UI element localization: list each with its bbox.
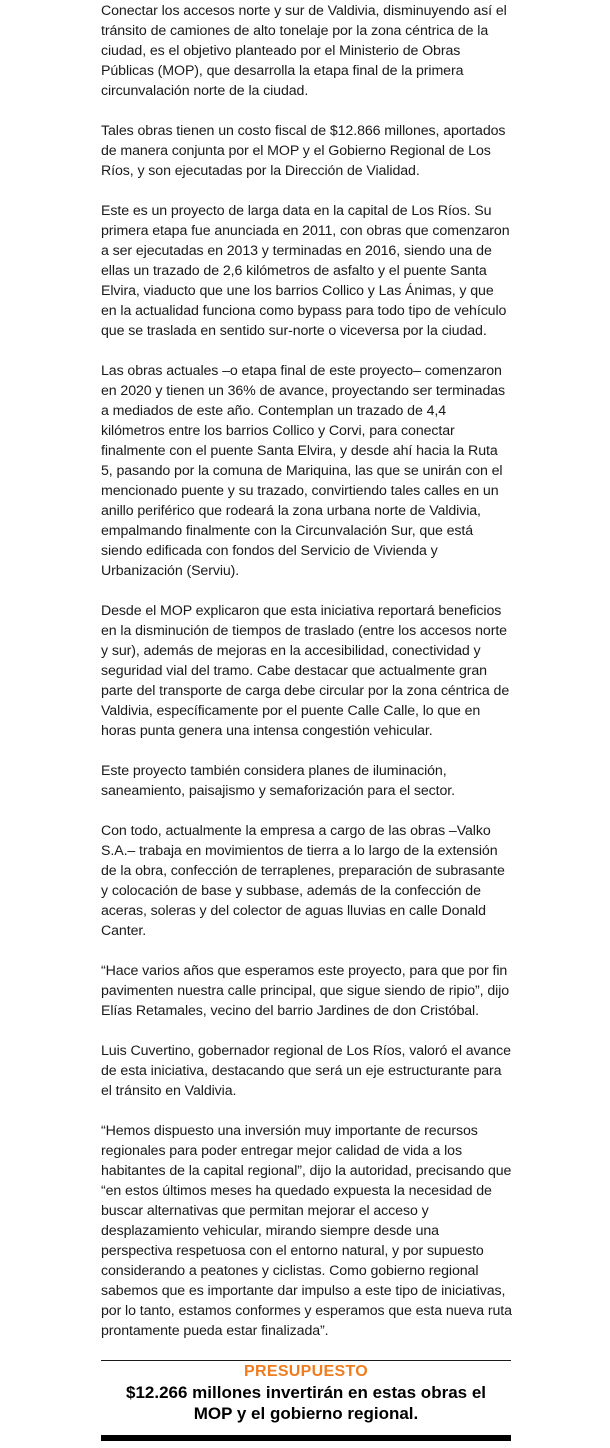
highlight-box-headline: $12.266 millones invertirán en estas obras el MOP y el gobierno regional. [125, 1383, 486, 1423]
article-paragraph: “Hace varios años que esperamos este proyecto, para que por fin pavimenten nuestra calle principal, que sigue siendo de ripio”, dijo Elías Retamales, vecino del barrio Jardines de don Cristóbal. [101, 963, 510, 1019]
article-paragraph: Desde el MOP explicaron que esta iniciativa reportará beneficios en la disminución de tiempos de traslado (entre los accesos norte y sur), además de mejoras en la accesibilidad, conectividad y seguridad vial del tramo. Cabe destacar que actualmente gran parte del transporte de carga debe circular por la zona céntrica de Valdivia, específicamente por el puente Calle Calle, lo que en horas punta genera una intensa congestión vehicular. [101, 603, 510, 739]
article-paragraph: Conectar los accesos norte y sur de Valdivia, disminuyendo así el tránsito de camiones de alto tonelaje por la zona céntrica de la ciudad, es el objetivo planteado por el Ministerio de Obras Públicas (MOP), que desarrolla la etapa final de la primera circunvalación norte de la ciudad. [101, 3, 507, 99]
highlight-box-bottom-rule [101, 1435, 511, 1441]
article-body [101, 0, 513, 1361]
highlight-box [101, 1360, 511, 1424]
article-paragraph: Las obras actuales –o etapa final de este proyecto– comenzaron en 2020 y tienen un 36% de avance, proyectando ser terminadas a mediados de este año. Contemplan un trazado de 4,4 kilómetros entre los barrios Collico y Corvi, para conectar finalmente con el puente Santa Elvira, y desde ahí hacia la Ruta 5, pasando por la comuna de Mariquina, las que se unirán con el mencionado puente y su trazado, convirtiendo tales calles en un anillo periférico que rodeará la zona urbana norte de Valdivia, empalmando finalmente con la Circunvalación Sur, que está siendo edificada con fondos del Servicio de Vivienda y Urbanización (Serviu). [101, 363, 506, 579]
article-paragraph: Con todo, actualmente la empresa a cargo de las obras –Valko S.A.– trabaja en movimientos de tierra a lo largo de la extensión de la obra, confección de terraplenes, preparación de subrasante y colocación de base y subbase, además de la confección de aceras, soleras y del colector de aguas lluvias en calle Donald Canter. [101, 823, 505, 939]
highlight-box-label: PRESUPUESTO [244, 1363, 368, 1380]
article-paragraph: “Hemos dispuesto una inversión muy importante de recursos regionales para poder entregar mejor calidad de vida a los habitantes de la capital regional”, dijo la autoridad, precisando que “en estos últimos meses ha quedado expuesta la necesidad de buscar alternativas que permitan mejorar el acceso y desplazamiento vehicular, mirando siempre desde una perspectiva respetuosa con el entorno natural, y por supuesto considerando a peatones y ciclistas. Como gobierno regional sabemos que es importante dar impulso a este tipo de iniciativas, por lo tanto, estamos conformes y esperamos que esta nueva ruta prontamente pueda estar finalizada”. [101, 1123, 512, 1339]
article-paragraph: Este es un proyecto de larga data en la capital de Los Ríos. Su primera etapa fue anunciada en 2011, con obras que comenzaron a ser ejecutadas en 2013 y terminadas en 2016, siendo una de ellas un trazado de 2,6 kilómetros de asfalto y el puente Santa Elvira, viaducto que une los barrios Collico y Las Ánimas, y que en la actualidad funciona como bypass para todo tipo de vehículo que se traslada en sentido sur-norte o viceversa por la ciudad. [101, 203, 510, 339]
article-paragraph: Tales obras tienen un costo fiscal de $12.866 millones, aportados de manera conjunta por el MOP y el Gobierno Regional de Los Ríos, y son ejecutadas por la Dirección de Vialidad. [101, 123, 506, 179]
article-paragraph: Luis Cuvertino, gobernador regional de Los Ríos, valoró el avance de esta iniciativa, destacando que será un eje estructurante para el tránsito en Valdivia. [101, 1043, 511, 1099]
article-paragraph: Este proyecto también considera planes de iluminación, saneamiento, paisajismo y semaforización para el sector. [101, 763, 455, 799]
